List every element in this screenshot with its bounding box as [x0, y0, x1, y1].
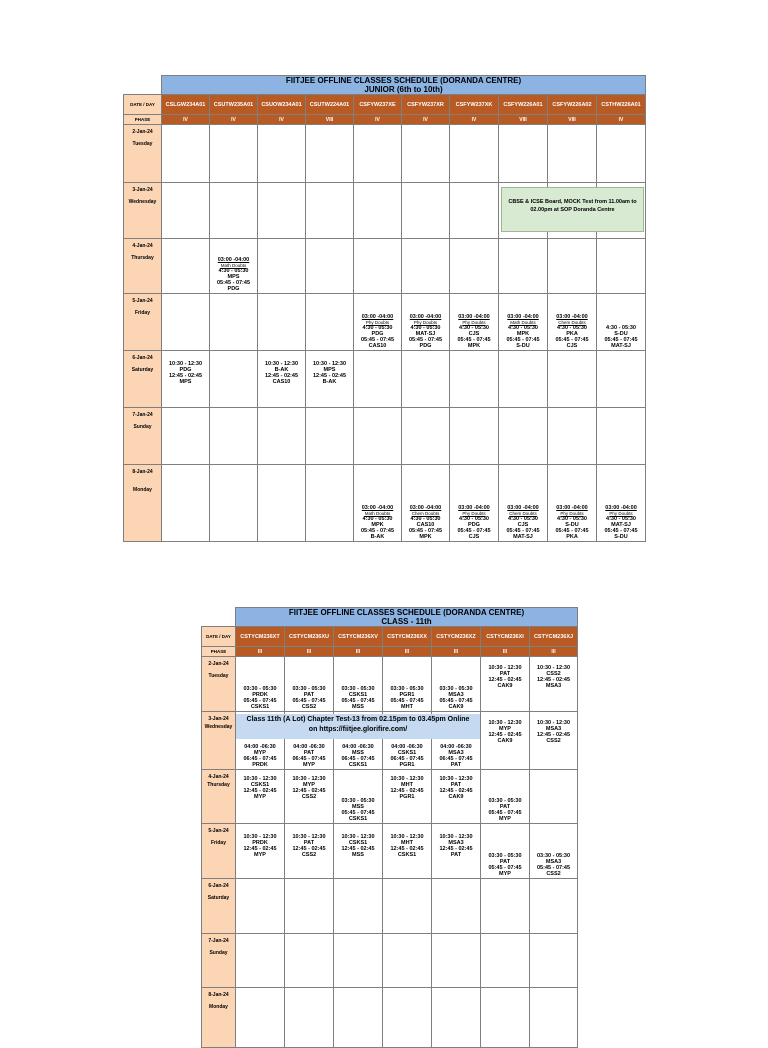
batch-header: CSLGW234A01 — [162, 95, 210, 115]
date-cell: 3-Jan-24 Wednesday — [124, 183, 162, 239]
batch-header: CSTYCM236XV — [334, 627, 383, 647]
date-cell: 2-Jan-24 Tuesday — [202, 657, 236, 712]
schedule-cell: 10:30 - 12:30 MHT 12:45 - 02:45 CSKS1 — [383, 824, 432, 879]
date-cell: 4-Jan-24 Thursday — [202, 770, 236, 824]
schedule-cell: 10:30 - 12:30 CSKS1 12:45 - 02:45 MSS — [334, 824, 383, 879]
schedule-cell: 03:30 - 05:30 MSA3 05:45 - 07:45 CSS2 — [530, 824, 578, 879]
date-cell: 4-Jan-24 Thursday — [124, 239, 162, 294]
batch-header: CSFYW237XR — [402, 95, 450, 115]
date-cell: 6-Jan-24 Saturday — [202, 879, 236, 934]
schedule-cell: 03:00 -04:00 Phy Doubts 4:30 - 05:30 CJS 05:45 - 07:45 MPK — [450, 294, 499, 351]
schedule-cell: 03:30 - 05:30 PGR1 05:45 - 07:45 MHT — [383, 657, 432, 712]
junior-title: FIITJEE OFFLINE CLASSES SCHEDULE (DORANDA CENTRE) — [162, 76, 646, 86]
schedule-cell: 10:30 - 12:30 PAT 12:45 - 02:45 CAK9 — [481, 657, 530, 712]
batch-header: CSTYCM236XT — [236, 627, 285, 647]
schedule-cell: 03:00 -04:00 Phy Doubts 4:30 - 05:30 S-DU 05:45 - 07:45 PKA — [548, 465, 597, 542]
phase-cell: III — [383, 647, 432, 657]
date-cell: 7-Jan-24 Sunday — [202, 934, 236, 988]
class11-schedule-table — [201, 607, 578, 1048]
phase-cell: IV — [162, 115, 210, 125]
schedule-cell: 10:30 - 12:30 CSS2 12:45 - 02:45 MSA3 — [530, 657, 578, 712]
phase-cell: IV — [210, 115, 258, 125]
phase-cell: VIII — [548, 115, 597, 125]
batch-header: CSTYCM236XU — [285, 627, 334, 647]
board-exam-notice: CBSE & ICSE Board, MOCK Test from 11.00am to 02.00pm at SOP Doranda Centre — [501, 187, 644, 232]
schedule-cell: 10:30 - 12:30 PAT 12:45 - 02:45 CAK9 — [432, 770, 481, 824]
batch-header: CSTYCM236XZ — [432, 627, 481, 647]
batch-header: CSUTW235A01 — [210, 95, 258, 115]
phase-cell: IV — [450, 115, 499, 125]
phase-cell: III — [334, 647, 383, 657]
schedule-cell: 03:00 -04:00 Math Doubts 4:30 - 05:30 MPS 05:45 - 07:45 PDG — [210, 239, 258, 294]
schedule-cell: 04:00 -06:30 PAT 06:45 - 07:45 MYP — [285, 712, 334, 770]
schedule-cell: 10:30 - 12:30 B-AK 12:45 - 02:45 CAS10 — [258, 351, 306, 408]
phase-cell: IV — [258, 115, 306, 125]
phase-cell: III — [285, 647, 334, 657]
batch-header: CSFYW237XK — [450, 95, 499, 115]
date-day-label: DATE / DAY — [202, 627, 236, 647]
notice-line-2: on https://fiitjee.glorifire.com/ — [308, 726, 408, 733]
date-cell: 6-Jan-24 Saturday — [124, 351, 162, 408]
date-cell: 5-Jan-24 Friday — [202, 824, 236, 879]
date-cell: 5-Jan-24 Friday — [124, 294, 162, 351]
schedule-cell: 10:30 - 12:30 MHT 12:45 - 02:45 PGR1 — [383, 770, 432, 824]
corner-blank — [124, 76, 162, 95]
schedule-cell: 03:30 - 05:30 PAT 05:45 - 07:45 MYP — [481, 770, 530, 824]
junior-subtitle: JUNIOR (6th to 10th) — [162, 85, 646, 95]
schedule-cell: 03:30 - 05:30 MSS 05:45 - 07:45 CSKS1 — [334, 770, 383, 824]
schedule-cell: 10:30 - 12:30 MSA3 12:45 - 02:45 PAT — [432, 824, 481, 879]
class11-subtitle: CLASS - 11th — [236, 617, 578, 627]
notice-line-1: Class 11th (A Lot) Chapter Test-13 from 02.15pm to 03.45pm Online — [246, 716, 470, 723]
date-cell: 2-Jan-24 Tuesday — [124, 125, 162, 183]
phase-cell: IV — [354, 115, 402, 125]
batch-header: CSUTW224A01 — [306, 95, 354, 115]
schedule-cell: 03:00 -04:00 Phy Doubts 4:30 - 05:30 PDG 05:45 - 07:45 CJS — [450, 465, 499, 542]
schedule-cell: 03:00 -04:00 Chem Doubts 4:30 - 05:30 CJS 05:45 - 07:45 MAT-SJ — [499, 465, 548, 542]
class11-title: FIITJEE OFFLINE CLASSES SCHEDULE (DORANDA CENTRE) — [236, 608, 578, 618]
phase-cell: III — [481, 647, 530, 657]
batch-header: CSTYCM236XJ — [530, 627, 578, 647]
schedule-cell: 04:00 -06:30 MSA3 06:45 - 07:45 PAT — [432, 712, 481, 770]
schedule-cell: 03:30 - 05:30 CSKS1 05:45 - 07:45 MSS — [334, 657, 383, 712]
schedule-cell: 10:30 - 12:30 PAT 12:45 - 02:45 CSS2 — [285, 824, 334, 879]
batch-header: CSTYCM236XI — [481, 627, 530, 647]
schedule-cell: 10:30 - 12:30 MYP 12:45 - 02:45 CAK9 — [481, 712, 530, 770]
phase-cell: IV — [402, 115, 450, 125]
schedule-cell: 04:00 -06:30 CSKS1 06:45 - 07:45 PGR1 — [383, 712, 432, 770]
schedule-cell: 04:00 -06:30 MSS 06:45 - 07:45 CSKS1 — [334, 712, 383, 770]
schedule-cell: 03:00 -04:00 Phy Doubts 4:30 - 05:30 MAT-SJ 05:45 - 07:45 S-DU — [597, 465, 646, 542]
schedule-cell: 03:00 -04:00 Math Doubts 4:30 - 05:30 MPK 05:45 - 07:45 B-AK — [354, 465, 402, 542]
phase-cell: III — [236, 647, 285, 657]
date-cell: 3-Jan-24 Wednesday — [202, 712, 236, 770]
schedule-cell: 10:30 - 12:30 PRDK 12:45 - 02:45 MYP — [236, 824, 285, 879]
schedule-cell: 03:30 - 05:30 PRDK 05:45 - 07:45 CSKS1 — [236, 657, 285, 712]
schedule-cell: 03:30 - 05:30 MSA3 05:45 - 07:45 CAK9 — [432, 657, 481, 712]
batch-header: CSFYW237XE — [354, 95, 402, 115]
corner-blank — [202, 608, 236, 627]
schedule-cell: 10:30 - 12:30 MPS 12:45 - 02:45 B-AK — [306, 351, 354, 408]
phase-cell: III — [530, 647, 578, 657]
batch-header: CSFYW226A01 — [499, 95, 548, 115]
phase-cell: III — [432, 647, 481, 657]
schedule-cell: 03:30 - 05:30 PAT 05:45 - 07:45 CSS2 — [285, 657, 334, 712]
batch-header: CSUOW234A01 — [258, 95, 306, 115]
phase-label: PHASE — [124, 115, 162, 125]
schedule-cell: 03:00 -04:00 Phy Doubts 4:30 - 05:30 MAT-SJ 05:45 - 07:45 PDG — [402, 294, 450, 351]
phase-cell: VIII — [499, 115, 548, 125]
junior-schedule-table — [123, 75, 646, 542]
schedule-cell: 10:30 - 12:30 MYP 12:45 - 02:45 CSS2 — [285, 770, 334, 824]
date-cell: 8-Jan-24 Monday — [124, 465, 162, 542]
schedule-cell: 03:00 -04:00 Math Doubts 4:30 - 05:30 MPK 05:45 - 07:45 S-DU — [499, 294, 548, 351]
date-day-label: DATE / DAY — [124, 95, 162, 115]
schedule-cell: 03:00 -04:00 Phy Doubts 4:30 - 05:30 PDG 05:45 - 07:45 CAS10 — [354, 294, 402, 351]
schedule-cell: 10:30 - 12:30 CSKS1 12:45 - 02:45 MYP — [236, 770, 285, 824]
chapter-test-notice — [236, 714, 480, 739]
batch-header: CSTYCM236XX — [383, 627, 432, 647]
date-cell: 8-Jan-24 Monday — [202, 988, 236, 1048]
schedule-cell: 03:00 -04:00 Chem Doubts 4:30 - 05:30 CAS10 05:45 - 07:45 MPK — [402, 465, 450, 542]
date-cell: 7-Jan-24 Sunday — [124, 408, 162, 465]
schedule-cell: 03:00 -04:00 Chem Doubts 4:30 - 05:30 PKA 05:45 - 07:45 CJS — [548, 294, 597, 351]
batch-header: CSTHW226A01 — [597, 95, 646, 115]
schedule-cell: 03:30 - 05:30 PAT 05:45 - 07:45 MYP — [481, 824, 530, 879]
phase-cell: IV — [597, 115, 646, 125]
phase-cell: VIII — [306, 115, 354, 125]
batch-header: CSFYW226A02 — [548, 95, 597, 115]
schedule-cell: 10:30 - 12:30 MSA3 12:45 - 02:45 CSS2 — [530, 712, 578, 770]
phase-label: PHASE — [202, 647, 236, 657]
schedule-cell: 04:00 -06:30 MYP 06:45 - 07:45 PRDK — [236, 712, 285, 770]
schedule-cell: 10:30 - 12:30 PDG 12:45 - 02:45 MPS — [162, 351, 210, 408]
schedule-cell: 4:30 - 05:30 S-DU 05:45 - 07:45 MAT-SJ — [597, 294, 646, 351]
